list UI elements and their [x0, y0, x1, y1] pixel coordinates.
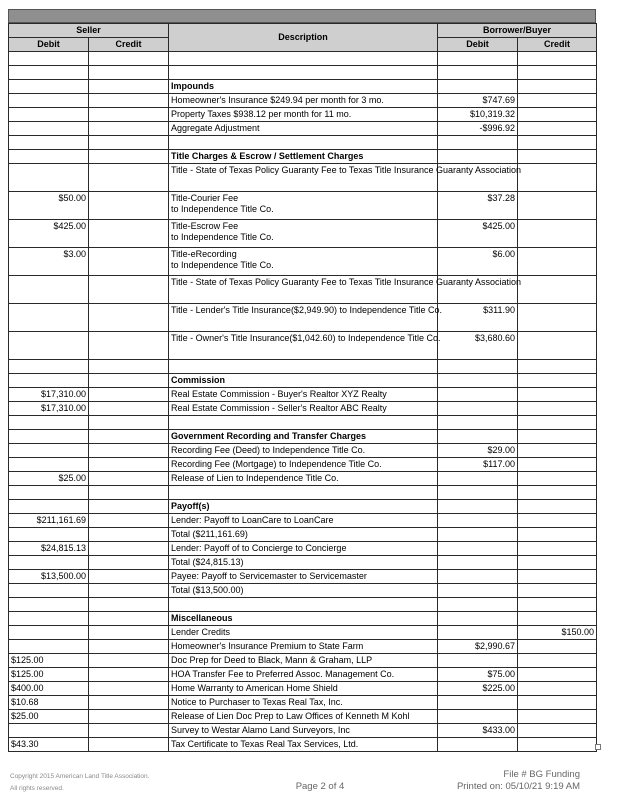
borrower-credit-cell: [518, 668, 597, 682]
file-number: File # BG Funding: [503, 769, 580, 780]
description-cell: Lender Credits: [169, 626, 438, 640]
seller-debit-cell: [9, 150, 89, 164]
description-cell: [169, 486, 438, 500]
seller-credit-cell: [89, 66, 169, 80]
seller-debit-cell: $24,815.13: [9, 542, 89, 556]
description-cell: Real Estate Commission - Buyer's Realtor XYZ Realty: [169, 388, 438, 402]
rights-text: All rights reserved.: [10, 785, 64, 792]
seller-debit-cell: [9, 360, 89, 374]
borrower-debit-cell: $747.69: [438, 94, 518, 108]
borrower-debit-cell: [438, 360, 518, 374]
seller-credit-cell: [89, 416, 169, 430]
seller-debit-header: Debit: [9, 38, 89, 52]
seller-credit-cell: [89, 444, 169, 458]
printed-date: Printed on: 05/10/21 9:19 AM: [456, 781, 580, 792]
seller-credit-cell: [89, 52, 169, 66]
borrower-credit-cell: [518, 164, 597, 192]
seller-debit-cell: $43.30: [9, 738, 89, 752]
description-cell: Tax Certificate to Texas Real Tax Services, Ltd.: [169, 738, 438, 752]
borrower-credit-cell: [518, 122, 597, 136]
description-cell: Title-Escrow Fee to Independence Title Co.: [169, 220, 438, 248]
seller-credit-cell: [89, 584, 169, 598]
borrower-debit-cell: [438, 500, 518, 514]
borrower-debit-cell: [438, 150, 518, 164]
seller-debit-cell: [9, 108, 89, 122]
seller-credit-cell: [89, 374, 169, 388]
seller-credit-cell: [89, 402, 169, 416]
seller-debit-cell: $3.00: [9, 248, 89, 276]
borrower-debit-cell: -$996.92: [438, 122, 518, 136]
footer-copyright: [10, 771, 149, 795]
seller-debit-cell: [9, 94, 89, 108]
description-cell: Title - Owner's Title Insurance($1,042.60) to Independence Title Co.: [169, 332, 438, 360]
description-cell: Total ($24,815.13): [169, 556, 438, 570]
blank-row: [9, 136, 597, 150]
seller-debit-cell: [9, 374, 89, 388]
seller-debit-cell: [9, 276, 89, 304]
table-row: [9, 458, 597, 472]
borrower-credit-cell: [518, 500, 597, 514]
borrower-credit-cell: [518, 220, 597, 248]
blank-row: [9, 598, 597, 612]
description-cell: Homeowner's Insurance Premium to State Farm: [169, 640, 438, 654]
table-row: [9, 542, 597, 556]
borrower-debit-cell: $311.90: [438, 304, 518, 332]
borrower-credit-cell: [518, 402, 597, 416]
borrower-debit-cell: $225.00: [438, 682, 518, 696]
borrower-credit-cell: [518, 304, 597, 332]
settlement-table: [8, 23, 597, 752]
table-row: [9, 220, 597, 248]
table-row: [9, 626, 597, 640]
borrower-debit-cell: [438, 388, 518, 402]
description-cell: Notice to Purchaser to Texas Real Tax, Inc.: [169, 696, 438, 710]
table-row: [9, 668, 597, 682]
section-row: [9, 80, 597, 94]
borrower-credit-cell: [518, 416, 597, 430]
borrower-credit-cell: [518, 430, 597, 444]
section-row: [9, 612, 597, 626]
seller-credit-header: Credit: [89, 38, 169, 52]
description-cell: Release of Lien to Independence Title Co.: [169, 472, 438, 486]
seller-credit-cell: [89, 108, 169, 122]
description-cell: Real Estate Commission - Seller's Realtor ABC Realty: [169, 402, 438, 416]
borrower-debit-cell: [438, 80, 518, 94]
seller-credit-cell: [89, 80, 169, 94]
borrower-debit-cell: [438, 598, 518, 612]
seller-debit-cell: $400.00: [9, 682, 89, 696]
description-cell: Aggregate Adjustment: [169, 122, 438, 136]
borrower-credit-cell: [518, 654, 597, 668]
table-row: [9, 472, 597, 486]
description-cell: Release of Lien Doc Prep to Law Offices of Kenneth M Kohl: [169, 710, 438, 724]
description-cell: Payee: Payoff to Servicemaster to Servicemaster: [169, 570, 438, 584]
blank-row: [9, 486, 597, 500]
borrower-credit-cell: [518, 248, 597, 276]
seller-credit-cell: [89, 738, 169, 752]
description-cell: Title-Courier Fee to Independence Title Co.: [169, 192, 438, 220]
seller-credit-cell: [89, 430, 169, 444]
seller-debit-cell: [9, 444, 89, 458]
seller-debit-cell: [9, 584, 89, 598]
seller-debit-cell: [9, 66, 89, 80]
table-row: [9, 192, 597, 220]
borrower-credit-cell: [518, 276, 597, 304]
description-cell: HOA Transfer Fee to Preferred Assoc. Management Co.: [169, 668, 438, 682]
blank-row: [9, 360, 597, 374]
description-cell: [169, 52, 438, 66]
description-cell: Impounds: [169, 80, 438, 94]
borrower-credit-cell: [518, 514, 597, 528]
seller-debit-cell: [9, 52, 89, 66]
borrower-debit-cell: $75.00: [438, 668, 518, 682]
seller-debit-cell: $17,310.00: [9, 402, 89, 416]
seller-credit-cell: [89, 640, 169, 654]
seller-credit-cell: [89, 570, 169, 584]
description-cell: Government Recording and Transfer Charges: [169, 430, 438, 444]
seller-credit-cell: [89, 220, 169, 248]
table-row: [9, 332, 597, 360]
borrower-credit-cell: [518, 94, 597, 108]
table-row: [9, 710, 597, 724]
description-cell: [169, 136, 438, 150]
seller-debit-cell: [9, 304, 89, 332]
table-body: [9, 52, 597, 752]
borrower-debit-cell: [438, 52, 518, 66]
seller-debit-cell: $425.00: [9, 220, 89, 248]
description-cell: Total ($13,500.00): [169, 584, 438, 598]
table-row: [9, 514, 597, 528]
seller-credit-cell: [89, 276, 169, 304]
description-cell: [169, 360, 438, 374]
section-row: [9, 374, 597, 388]
borrower-credit-cell: [518, 486, 597, 500]
table-row: [9, 122, 597, 136]
description-cell: Doc Prep for Deed to Black, Mann & Graham, LLP: [169, 654, 438, 668]
borrower-debit-cell: [438, 738, 518, 752]
borrower-debit-cell: [438, 472, 518, 486]
section-header-band: [8, 9, 596, 23]
seller-debit-cell: [9, 458, 89, 472]
borrower-debit-cell: [438, 136, 518, 150]
description-cell: Title-eRecording to Independence Title Co.: [169, 248, 438, 276]
description-header: Description: [169, 24, 438, 52]
seller-debit-cell: $13,500.00: [9, 570, 89, 584]
copyright-text: Copyright 2015 American Land Title Association.: [10, 773, 150, 780]
borrower-debit-cell: [438, 556, 518, 570]
description-cell: Payoff(s): [169, 500, 438, 514]
borrower-debit-cell: $117.00: [438, 458, 518, 472]
seller-credit-cell: [89, 332, 169, 360]
description-cell: [169, 66, 438, 80]
seller-credit-cell: [89, 514, 169, 528]
description-cell: Title - Lender's Title Insurance($2,949.90) to Independence Title Co.: [169, 304, 438, 332]
table-row: [9, 304, 597, 332]
borrower-debit-cell: [438, 710, 518, 724]
borrower-debit-cell: $29.00: [438, 444, 518, 458]
seller-debit-cell: [9, 430, 89, 444]
borrower-debit-cell: [438, 542, 518, 556]
seller-credit-cell: [89, 122, 169, 136]
table-row: [9, 738, 597, 752]
borrower-credit-cell: [518, 458, 597, 472]
borrower-debit-cell: $425.00: [438, 220, 518, 248]
seller-debit-cell: [9, 598, 89, 612]
borrower-debit-cell: [438, 430, 518, 444]
borrower-debit-cell: $10,319.32: [438, 108, 518, 122]
table-row: [9, 388, 597, 402]
table-row: [9, 402, 597, 416]
borrower-debit-cell: [438, 696, 518, 710]
seller-debit-cell: [9, 724, 89, 738]
seller-credit-cell: [89, 724, 169, 738]
table-row: [9, 556, 597, 570]
borrower-credit-cell: [518, 136, 597, 150]
seller-credit-cell: [89, 136, 169, 150]
seller-credit-cell: [89, 626, 169, 640]
table-row: [9, 528, 597, 542]
seller-debit-cell: $10.68: [9, 696, 89, 710]
seller-debit-cell: [9, 486, 89, 500]
seller-credit-cell: [89, 472, 169, 486]
seller-credit-cell: [89, 542, 169, 556]
borrower-debit-cell: [438, 402, 518, 416]
seller-credit-cell: [89, 500, 169, 514]
section-row: [9, 150, 597, 164]
seller-credit-cell: [89, 710, 169, 724]
description-cell: Miscellaneous: [169, 612, 438, 626]
table-row: [9, 276, 597, 304]
seller-credit-cell: [89, 654, 169, 668]
borrower-credit-cell: [518, 472, 597, 486]
seller-debit-cell: $125.00: [9, 654, 89, 668]
seller-credit-cell: [89, 248, 169, 276]
seller-debit-cell: [9, 528, 89, 542]
seller-debit-cell: $25.00: [9, 710, 89, 724]
borrower-credit-cell: [518, 570, 597, 584]
table-row: [9, 248, 597, 276]
borrower-debit-cell: $433.00: [438, 724, 518, 738]
borrower-debit-cell: [438, 626, 518, 640]
seller-debit-cell: [9, 136, 89, 150]
description-cell: Total ($211,161.69): [169, 528, 438, 542]
table-row: [9, 444, 597, 458]
borrower-credit-cell: [518, 612, 597, 626]
description-cell: Survey to Westar Alamo Land Surveyors, Inc: [169, 724, 438, 738]
borrower-credit-cell: [518, 640, 597, 654]
description-cell: Title - State of Texas Policy Guaranty Fee to Texas Title Insurance Guaranty Association: [169, 164, 438, 192]
seller-debit-cell: [9, 416, 89, 430]
borrower-credit-cell: [518, 108, 597, 122]
seller-debit-cell: [9, 122, 89, 136]
borrower-debit-cell: $3,680.60: [438, 332, 518, 360]
borrower-credit-cell: [518, 556, 597, 570]
borrower-credit-cell: [518, 80, 597, 94]
seller-credit-cell: [89, 696, 169, 710]
table-row: [9, 108, 597, 122]
seller-credit-cell: [89, 304, 169, 332]
seller-debit-cell: [9, 80, 89, 94]
borrower-header: Borrower/Buyer: [438, 24, 597, 38]
description-cell: Lender: Payoff to LoanCare to LoanCare: [169, 514, 438, 528]
seller-credit-cell: [89, 668, 169, 682]
borrower-credit-cell: [518, 192, 597, 220]
seller-credit-cell: [89, 360, 169, 374]
description-cell: [169, 598, 438, 612]
seller-credit-cell: [89, 528, 169, 542]
borrower-credit-cell: [518, 52, 597, 66]
seller-credit-cell: [89, 150, 169, 164]
table-row: [9, 94, 597, 108]
seller-debit-cell: $125.00: [9, 668, 89, 682]
seller-credit-cell: [89, 94, 169, 108]
blank-row: [9, 416, 597, 430]
section-row: [9, 430, 597, 444]
borrower-credit-cell: [518, 360, 597, 374]
borrower-credit-header: Credit: [518, 38, 597, 52]
table-row: [9, 570, 597, 584]
table-row: [9, 682, 597, 696]
borrower-debit-cell: [438, 570, 518, 584]
borrower-credit-cell: [518, 150, 597, 164]
section-row: [9, 500, 597, 514]
borrower-debit-cell: $6.00: [438, 248, 518, 276]
seller-debit-cell: [9, 626, 89, 640]
borrower-debit-cell: [438, 416, 518, 430]
borrower-debit-cell: $2,990.67: [438, 640, 518, 654]
borrower-credit-cell: [518, 374, 597, 388]
borrower-credit-cell: [518, 444, 597, 458]
borrower-credit-cell: [518, 542, 597, 556]
seller-debit-cell: [9, 556, 89, 570]
seller-credit-cell: [89, 612, 169, 626]
table-row: [9, 584, 597, 598]
seller-credit-cell: [89, 682, 169, 696]
seller-credit-cell: [89, 458, 169, 472]
borrower-credit-cell: [518, 682, 597, 696]
seller-header: Seller: [9, 24, 169, 38]
borrower-credit-cell: [518, 66, 597, 80]
description-cell: Lender: Payoff of to Concierge to Concierge: [169, 542, 438, 556]
borrower-credit-cell: [518, 584, 597, 598]
borrower-credit-cell: [518, 738, 597, 752]
table-row: [9, 696, 597, 710]
borrower-credit-cell: [518, 710, 597, 724]
borrower-debit-cell: [438, 514, 518, 528]
seller-credit-cell: [89, 164, 169, 192]
borrower-credit-cell: [518, 332, 597, 360]
table-row: [9, 724, 597, 738]
description-cell: Recording Fee (Deed) to Independence Title Co.: [169, 444, 438, 458]
borrower-credit-cell: [518, 598, 597, 612]
seller-debit-cell: $25.00: [9, 472, 89, 486]
table-row: [9, 654, 597, 668]
seller-credit-cell: [89, 486, 169, 500]
footer-file-info: [457, 769, 580, 793]
borrower-credit-cell: $150.00: [518, 626, 597, 640]
table-row: [9, 164, 597, 192]
borrower-credit-cell: [518, 696, 597, 710]
description-cell: Title Charges & Escrow / Settlement Charges: [169, 150, 438, 164]
borrower-debit-cell: [438, 374, 518, 388]
borrower-credit-cell: [518, 528, 597, 542]
seller-debit-cell: $211,161.69: [9, 514, 89, 528]
seller-debit-cell: [9, 612, 89, 626]
seller-credit-cell: [89, 598, 169, 612]
description-cell: [169, 416, 438, 430]
borrower-debit-cell: [438, 612, 518, 626]
seller-credit-cell: [89, 192, 169, 220]
seller-credit-cell: [89, 388, 169, 402]
blank-row: [9, 52, 597, 66]
borrower-credit-cell: [518, 724, 597, 738]
seller-debit-cell: [9, 640, 89, 654]
seller-debit-cell: [9, 332, 89, 360]
seller-debit-cell: [9, 500, 89, 514]
borrower-debit-cell: [438, 66, 518, 80]
seller-debit-cell: $17,310.00: [9, 388, 89, 402]
description-cell: Title - State of Texas Policy Guaranty Fee to Texas Title Insurance Guaranty Association: [169, 276, 438, 304]
borrower-debit-header: Debit: [438, 38, 518, 52]
blank-row: [9, 66, 597, 80]
description-cell: Property Taxes $938.12 per month for 11 mo.: [169, 108, 438, 122]
seller-credit-cell: [89, 556, 169, 570]
page-number: Page 2 of 4: [295, 781, 345, 792]
borrower-debit-cell: [438, 486, 518, 500]
borrower-credit-cell: [518, 388, 597, 402]
description-cell: Home Warranty to American Home Shield: [169, 682, 438, 696]
borrower-debit-cell: $37.28: [438, 192, 518, 220]
borrower-debit-cell: [438, 654, 518, 668]
seller-debit-cell: [9, 164, 89, 192]
seller-debit-cell: $50.00: [9, 192, 89, 220]
borrower-debit-cell: [438, 528, 518, 542]
form-checkbox[interactable]: [595, 744, 601, 750]
table-row: [9, 640, 597, 654]
borrower-debit-cell: [438, 584, 518, 598]
description-cell: Commission: [169, 374, 438, 388]
description-cell: Homeowner's Insurance $249.94 per month for 3 mo.: [169, 94, 438, 108]
description-cell: Recording Fee (Mortgage) to Independence Title Co.: [169, 458, 438, 472]
